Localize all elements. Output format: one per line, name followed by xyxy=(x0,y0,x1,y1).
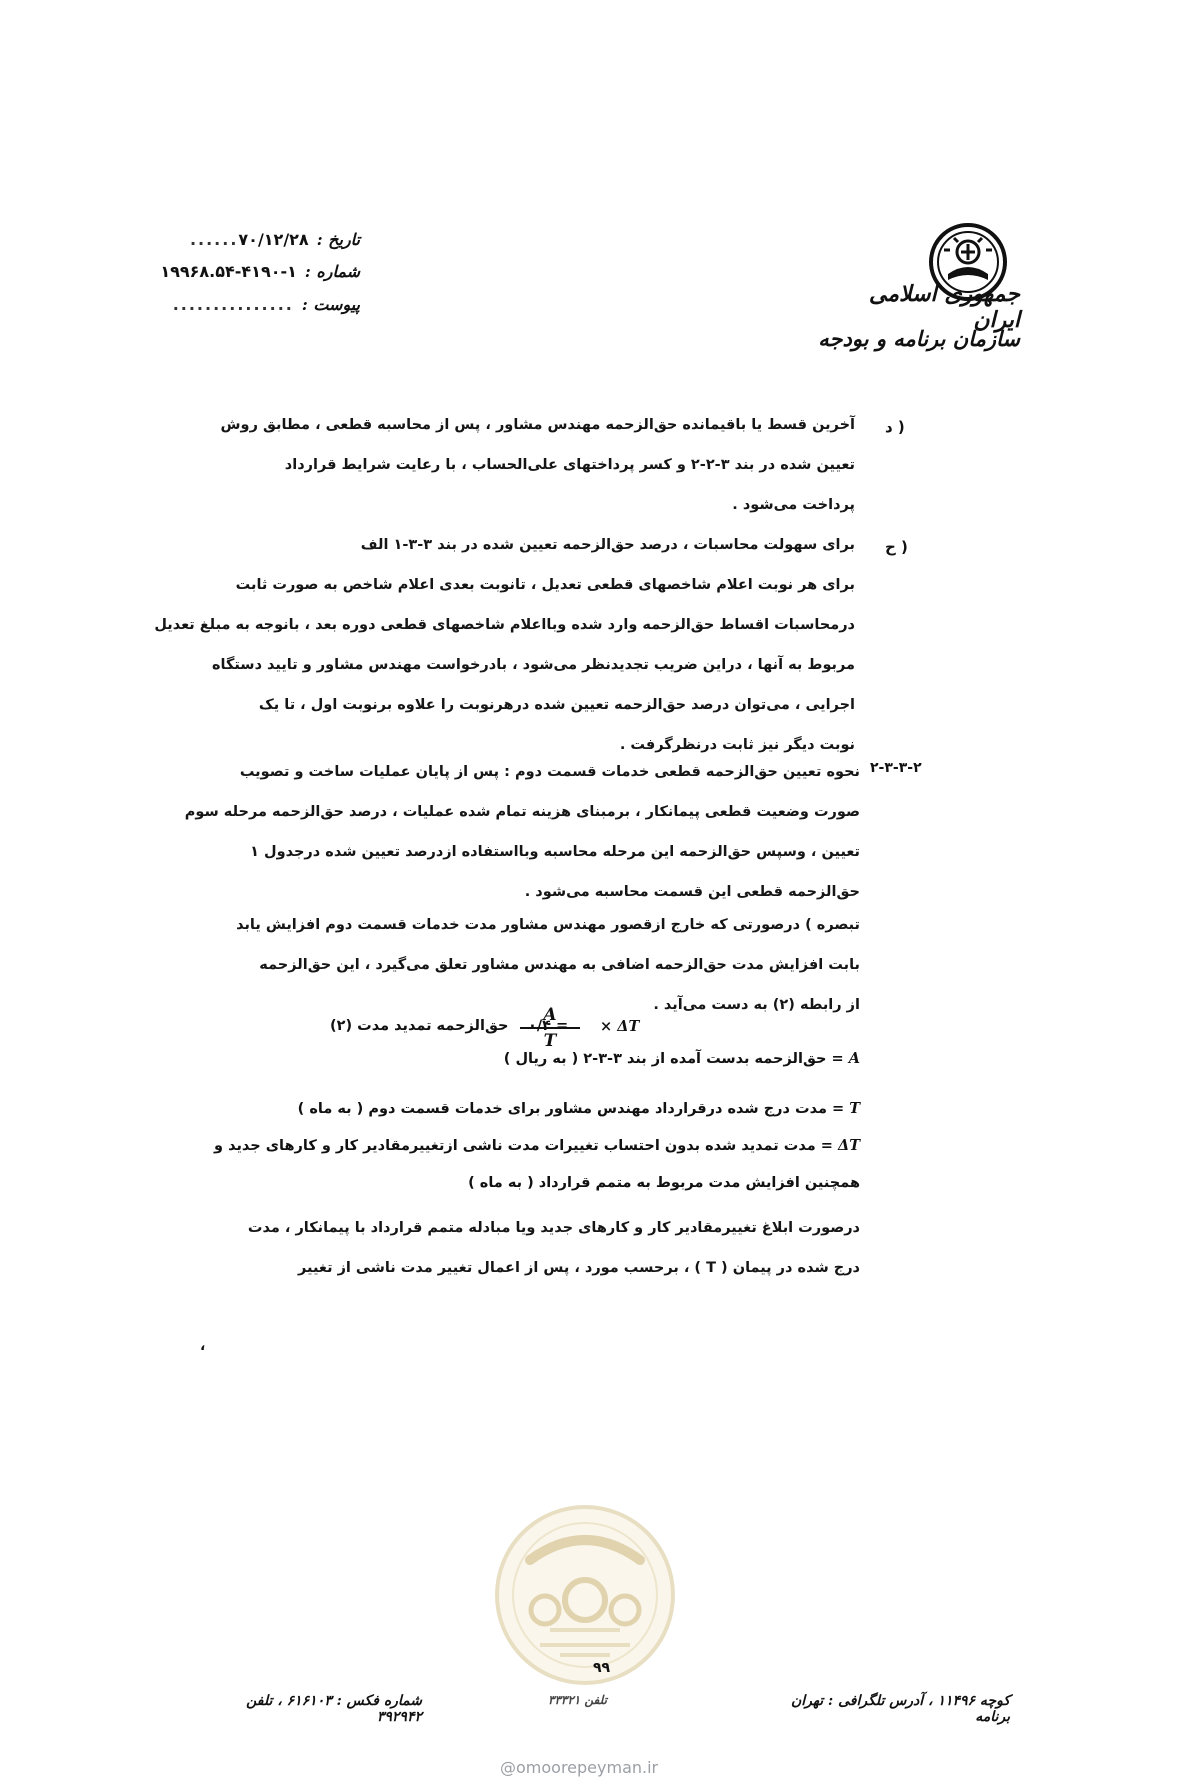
section-d-line-2: تعیین شده در بند ۳-۲-۲ و کسر پرداختهای علی‌الحساب ، با رعایت شرایط قرارداد xyxy=(284,457,855,473)
definition-t-text: = مدت درج شده درقرارداد مهندس مشاور برای خدمات قسمت دوم ( به ماه ) xyxy=(297,1101,845,1117)
number-value: ۱۹۹۶۸.۵۴-۴۱۹۰-۱ xyxy=(160,262,297,281)
closing-line-2: درج شده در پیمان ( T ) ، برحسب مورد ، پس از اعمال تغییر مدت ناشی از تغییر xyxy=(298,1260,860,1276)
section-h-marker: ح ) xyxy=(885,538,908,556)
section-h-line-4: مربوط به آنها ، دراین ضریب تجدیدنظر می‌شود ، بادرخواست مهندس مشاور و تایید دستگاه xyxy=(211,657,855,673)
seal-phone: تلفن ۳۳۳۲۱ xyxy=(548,1693,607,1707)
section-h-line-1: برای سهولت محاسبات ، درصد حق‌الزحمه تعیین شده در بند ۳-۳-۱ الف xyxy=(360,537,855,553)
definition-a xyxy=(480,1050,860,1067)
date-row xyxy=(160,230,360,249)
formula-numerator: A xyxy=(543,1005,557,1025)
page-number: ۹۹ xyxy=(593,1660,611,1676)
attachment-label: پیوست : xyxy=(301,295,360,314)
number-row xyxy=(160,262,360,281)
note-body xyxy=(236,905,860,1025)
attachment-row xyxy=(160,295,360,314)
definition-a-symbol: A xyxy=(848,1050,860,1067)
section-h-body xyxy=(154,525,855,765)
section-h-line-5: اجرایی ، می‌توان درصد حق‌الزحمه تعیین شده درهرنوبت را علاوه برنوبت اول ، تا یک xyxy=(258,697,855,713)
definition-t-symbol: T xyxy=(849,1100,860,1117)
watermark-url: @omoorepeyman.ir xyxy=(500,1758,659,1777)
formula-fraction xyxy=(520,1005,580,1051)
section-h-line-3: درمحاسبات اقساط حق‌الزحمه وارد شده وبااعلام شاخصهای قطعی دوره بعد ، بانوجه به مبلغ تعدیل xyxy=(154,617,855,633)
formula-rhs: = ۰/۴ xyxy=(528,1018,569,1034)
definition-a-text: = حق‌الزحمه بدست آمده از بند ۳-۳-۲ ( به ریال ) xyxy=(503,1051,844,1067)
footer-address: کوچه ۱۱۴۹۶ ، آدرس تلگرافی : تهران برنامه xyxy=(790,1693,1010,1725)
section-3-2-line-2: صورت وضعیت قطعی پیمانکار ، برمبنای هزینه تمام شده عملیات ، درصد حق‌الزحمه مرحله سوم xyxy=(184,804,860,820)
number-label: شماره : xyxy=(304,262,360,281)
section-3-2-line-3: تعیین ، وسپس حق‌الزحمه این مرحله محاسبه وبااستفاده ازدرصد تعیین شده درجدول ۱ xyxy=(250,844,860,860)
note-line-2: بابت افزایش مدت حق‌الزحمه اضافی به مهندس مشاور تعلق می‌گیرد ، این حق‌الزحمه xyxy=(259,957,860,973)
note-line-1: تبصره ) درصورتی که خارج ازقصور مهندس مشاور مدت خدمات قسمت دوم افزایش یابد xyxy=(236,917,860,933)
definition-dt-symbol: ΔT xyxy=(837,1137,860,1154)
formula-lhs: حق‌الزحمه تمدید مدت (۲) xyxy=(330,1018,509,1034)
section-h-line-6: نوبت دیگر نیز ثابت درنظرگرفت . xyxy=(619,737,855,753)
date-value: ۷۰/۱۲/۲۸ xyxy=(238,230,309,249)
section-3-2-marker: ۲-۳-۳-۲ xyxy=(870,760,922,776)
section-d-marker: د ) xyxy=(885,418,905,436)
organization-name: سازمان برنامه و بودجه xyxy=(818,326,1020,351)
date-label: تاریخ : xyxy=(316,230,360,249)
definition-t xyxy=(297,1100,860,1117)
closing-line-1: درصورت ابلاغ تغییرمقادیر کار و کارهای جدید ویا مبادله متمم قرارداد با پیمانکار ، مدت xyxy=(247,1220,860,1236)
formula-denominator: T xyxy=(543,1031,557,1051)
date-dots: ...... xyxy=(189,230,239,249)
section-d-line-1: آخرین قسط یا باقیمانده حق‌الزحمه مهندس مشاور ، پس از محاسبه قطعی ، مطابق روش xyxy=(220,417,855,433)
attachment-dots: ............... xyxy=(172,295,294,314)
formula-fraction-bar xyxy=(520,1027,580,1029)
definition-dt xyxy=(214,1137,860,1154)
section-d-line-3: پرداخت می‌شود . xyxy=(732,497,855,513)
section-d-body xyxy=(220,405,855,525)
definition-dt-cont-text: همچنین افزایش مدت مربوط به متمم قرارداد ( به ماه ) xyxy=(468,1175,860,1191)
definition-dt-cont xyxy=(468,1175,860,1191)
stray-mark: ، xyxy=(200,1338,206,1354)
section-h-line-2: برای هر نوبت اعلام شاخصهای قطعی تعدیل ، تانوبت بعدی اعلام شاخص به صورت ثابت xyxy=(235,577,855,593)
footer-fax: شماره فکس : ۶۱۶۱۰۳ ، تلفن ۳۹۲۹۴۲ xyxy=(246,1693,422,1725)
definition-dt-text: = مدت تمدید شده بدون احتساب تغییرات مدت ناشی ازتغییرمقادیر کار و کارهای جدید و xyxy=(214,1138,833,1154)
closing-body xyxy=(247,1208,860,1288)
note-line-3: از رابطه (۲) به دست می‌آید . xyxy=(653,997,860,1013)
country-name: جمهوری اسلامی ایران xyxy=(868,281,1020,333)
seal-stamp-icon xyxy=(490,1500,680,1690)
formula-tail: × ΔT xyxy=(600,1018,640,1035)
section-3-2-line-4: حق‌الزحمه قطعی این قسمت محاسبه می‌شود . xyxy=(524,884,860,900)
section-3-2-body xyxy=(184,752,860,912)
section-3-2-line-1: نحوه تعیین حق‌الزحمه قطعی خدمات قسمت دوم : پس از پایان عملیات ساخت و تصویب xyxy=(239,764,860,780)
